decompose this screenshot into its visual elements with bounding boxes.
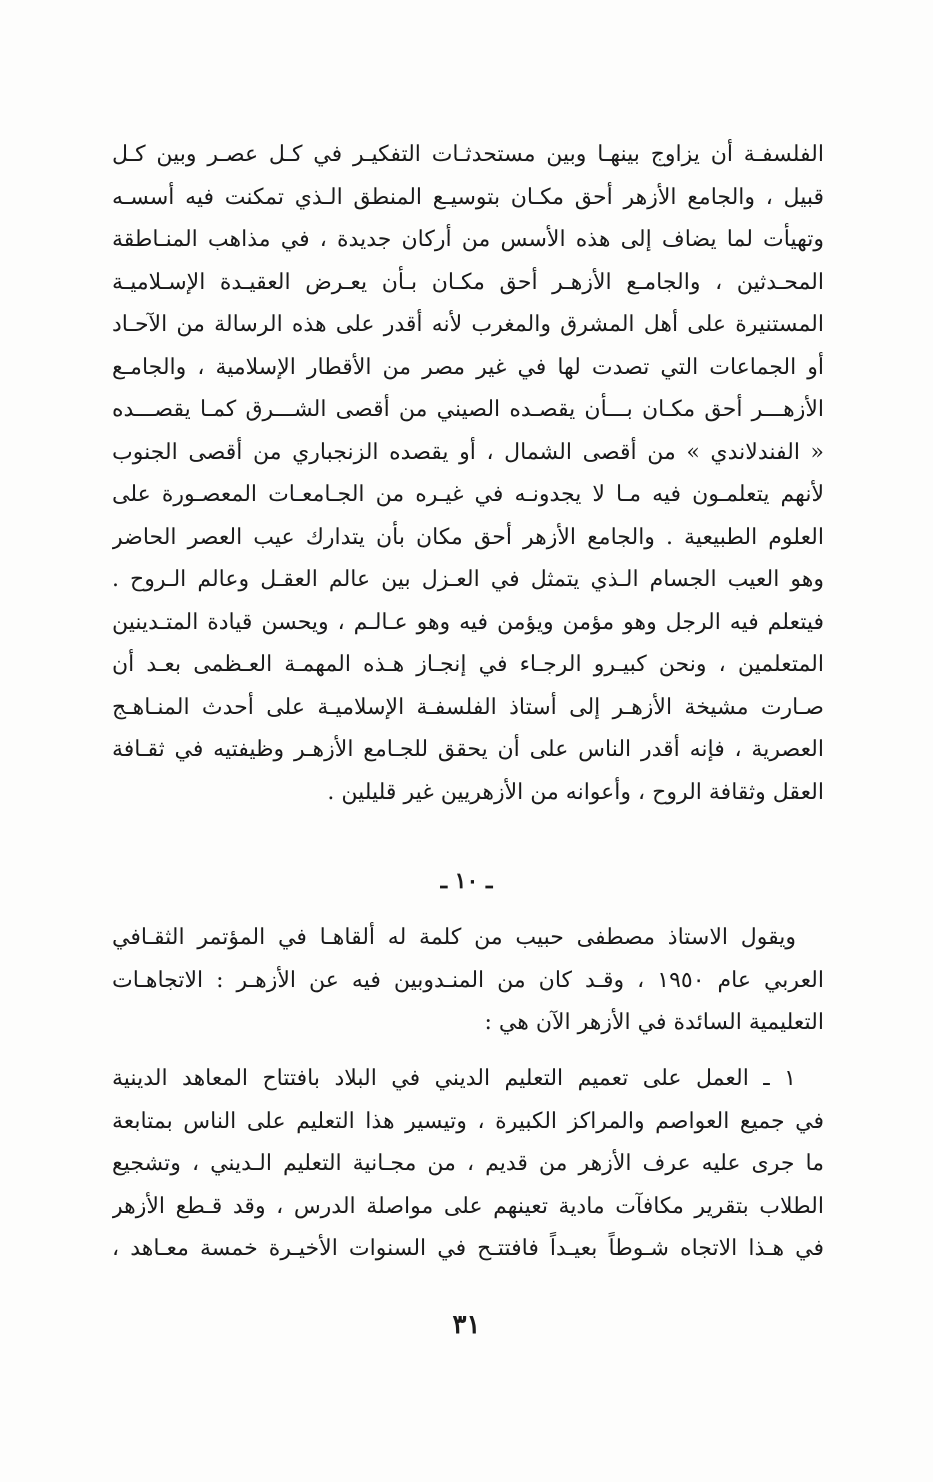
- text-line: التعليمية السائدة في الأزهر الآن هي :: [484, 1010, 824, 1035]
- text-line: الأزهـــر أحق مكـان بـــأن يقصـده الصيني من أقصى الشـــرق كمـا يقصـــده: [112, 397, 824, 422]
- text-line: الفلسفـة أن يزاوج بينهـا وبين مستحدثـات التفكيـر في كـل عصـر وبين كـل: [112, 142, 824, 167]
- text-line: العلوم الطبيعية . والجامع الأزهر أحق مكان بأن يتدارك عيب العصر الحاضر: [112, 524, 824, 550]
- text-line: المستنيرة على أهل المشرق والمغرب لأنه أقدر على هذه الرسالة من الآحـاد: [112, 312, 824, 337]
- text-line: فيتعلم فيه الرجل وهو مؤمن ويؤمن فيه وهو عـالـم ، ويحسن قيادة المتـدينين: [112, 609, 824, 635]
- text-line: أو الجماعات التي تصدت لها في غير مصر من الأقطار الإسلامية ، والجامـع: [112, 354, 824, 380]
- text-line: قبيل ، والجامع الأزهر أحق مكـان بتوسيـع المنطق الـذي تمكنت فيه أسسـه: [112, 184, 824, 210]
- text-line: في جميع العواصم والمراكز الكبيرة ، وتيسير هذا التعليم على الناس بمتابعة: [112, 1108, 824, 1134]
- text-line: العصرية ، فإنه أقدر الناس على أن يحقق للجـامع الأزهـر وظيفتيه في ثقـافة: [112, 737, 824, 762]
- text-line: الطلاب بتقرير مكافآت مادية تعينهم على مواصلة الدرس ، وقد قـطع الأزهر: [112, 1193, 824, 1219]
- text-line: وهو العيب الجسام الـذي يتمثل في العـزل بين عالم العقـل وعالم الـروح .: [112, 567, 824, 592]
- text-line: ما جرى عليه عرف الأزهر من قديم ، من مجـانية التعليم الـديني ، وتشجيع: [112, 1151, 824, 1176]
- text-line: ١ ـ العمل على تعميم التعليم الديني في البلاد بافتتاح المعاهد الدينية: [112, 1066, 796, 1091]
- text-line: العربي عام ١٩٥٠ ، وقـد كان من المنـدوبين فيه عن الأزهـر : الاتجاهـات: [112, 967, 824, 993]
- page-number: ٣١: [452, 1310, 481, 1340]
- text-line: صـارت مشيخة الأزهـر إلى أستاذ الفلسفـة الإسلاميـة على أحدث المنـاهـج: [112, 694, 824, 720]
- section-number: ـ ١٠ ـ: [440, 868, 493, 894]
- text-line: ويقول الاستاذ مصطفى حبيب من كلمة له ألقاهـا في المؤتمر الثقـافي: [112, 925, 796, 950]
- paragraph-3: [112, 1058, 824, 1271]
- paragraph-1: [112, 134, 824, 814]
- text-line: وتهيأت لما يضاف إلى هذه الأسس من أركان جديدة ، في مذاهب المنـاطقة: [112, 227, 824, 252]
- text-line: المحـدثين ، والجامـع الأزهـر أحق مكـان بـأن يعـرض العقيـدة الإسـلاميـة: [112, 269, 824, 295]
- text-line: « الفندلاندي » من أقصى الشمال ، أو يقصده الزنجباري من أقصى الجنوب: [112, 439, 824, 465]
- text-line: لأنهم يتعلمـون فيه مـا لا يجدونـه في غيـره من الجـامعـات المعصـورة على: [112, 482, 824, 507]
- text-line: العقل وثقافة الروح ، وأعوانه من الأزهريين غير قليلين .: [327, 779, 824, 805]
- paragraph-2: [112, 917, 824, 1045]
- text-line: في هـذا الاتجاه شـوطاً بعيـداً فافتتـح في السنوات الأخيـرة خمسة معـاهد ،: [112, 1236, 824, 1261]
- text-line: المتعلمين ، ونحن كبيـرو الرجـاء في إنجـاز هـذه المهمـة العـظمى بعـد أن: [112, 652, 824, 677]
